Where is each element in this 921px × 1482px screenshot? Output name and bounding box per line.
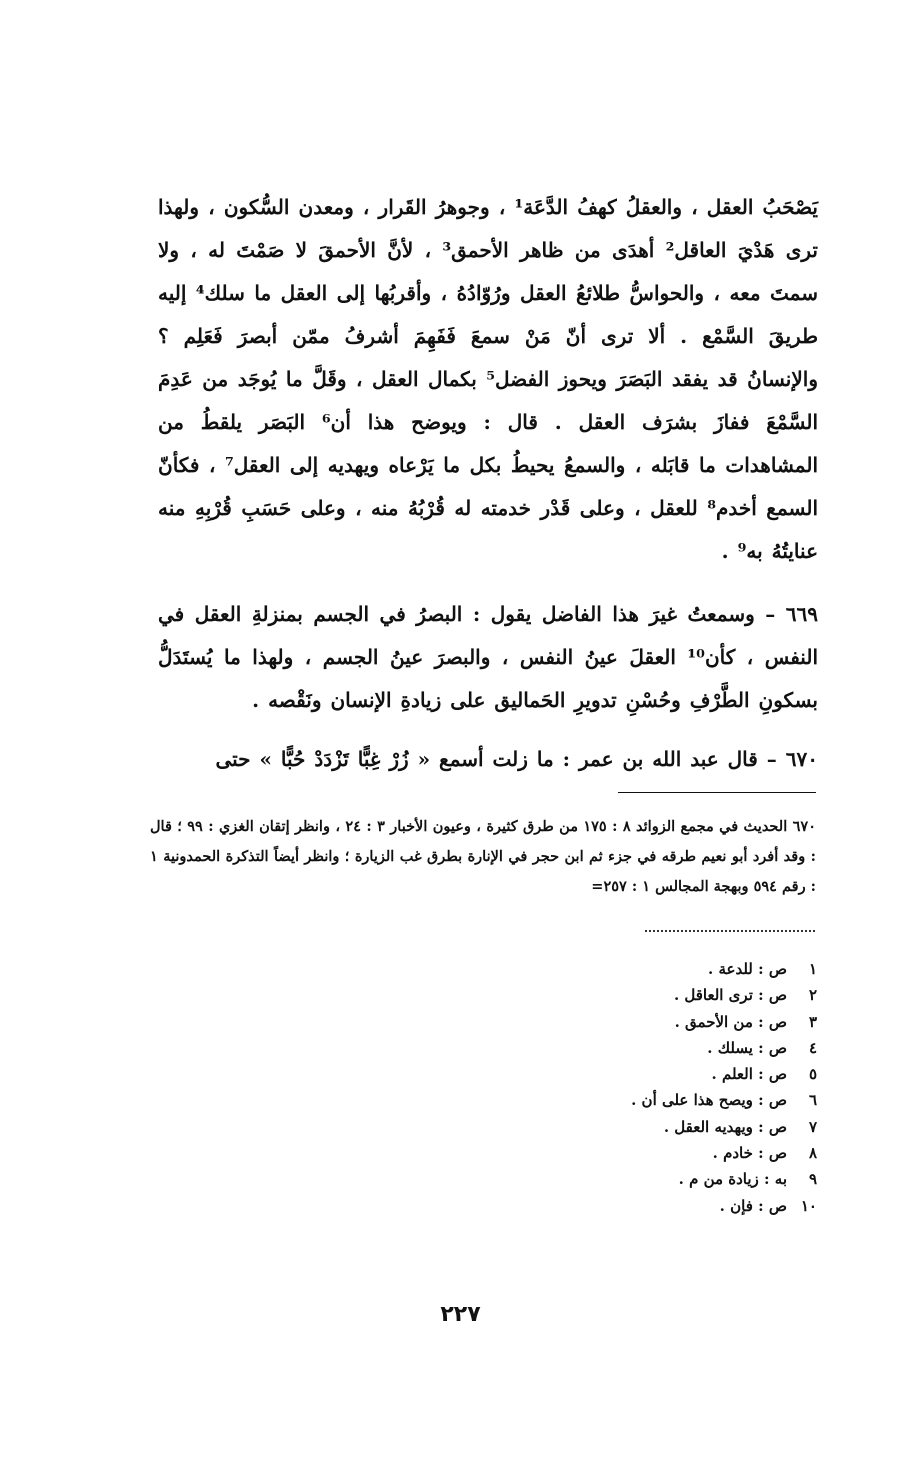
variant-text: ص : فإن . — [719, 1196, 787, 1215]
main-text — [158, 186, 818, 781]
variant-item — [457, 1009, 817, 1035]
variant-number: ٧ — [808, 1117, 817, 1136]
variant-number: ٤ — [808, 1038, 817, 1057]
variant-text: ص : يسلك . — [707, 1038, 787, 1057]
paragraph-670 — [158, 738, 818, 781]
variants-separator — [645, 930, 815, 932]
variant-item — [457, 1061, 817, 1087]
variant-item — [457, 1087, 817, 1113]
footnote-separator — [618, 792, 816, 793]
variant-item — [457, 1193, 817, 1219]
paragraph-text: – وسمعتُ غيرَ هذا الفاضل يقول : البصرُ في الجسم بمنزلةِ العقل في النفس ، كأن¹⁰ العقلَ عينُ النفس ، والبصرَ عينُ الجسم ، ولهذا ما يُستَدَلُّ بسكونِ الطَّرْفِ وحُسْنِ تدويرِ الحَماليق على زيادةِ الإنسان ونَقْصه . — [158, 602, 818, 712]
variant-item — [457, 956, 817, 982]
variant-item — [457, 1114, 817, 1140]
variant-item — [457, 1140, 817, 1166]
variant-number: ٢ — [808, 986, 817, 1005]
variant-number: ١٠ — [800, 1196, 817, 1215]
reference-footnote: ٦٧٠ الحديث في مجمع الزوائد ٨ : ١٧٥ من طرق كثيرة ، وعيون الأخبار ٣ : ٢٤ ، وانظر إتقان الغزي : ٩٩ ؛ قال : وقد أفرد أبو نعيم طرقه في جزء ثم ابن حجر في الإنارة بطرق غب الزيارة ؛ وانظر أيضاً التذكرة الحمدونية ١ : رقم ٥٩٤ وبهجة المجالس ١ : ٢٥٧= — [150, 818, 816, 895]
variant-number: ٨ — [808, 1144, 817, 1163]
variant-item — [457, 1166, 817, 1192]
paragraph-continuation — [158, 186, 818, 573]
paragraph-669 — [158, 593, 818, 722]
paragraph-text: يَصْحَبُ العقل ، والعقلُ كهفُ الدَّعَة¹ ، وجوهرُ القَرار ، ومعدن السُّكون ، ولهذا ترى هَدْيَ العاقل² أهدَى من ظاهر الأحمق³ ، لأنَّ الأحمقَ لا صَمْتَ له ، ولا سمتَ معه ، والحواسُّ طلائعُ العقل ورُوّادُهُ ، وأقربُها إلى العقل ما سلك⁴ إليه طريقَ السَّمْع . ألا ترى أنّ مَنْ سمعَ فَفَهِمَ أشرفُ ممّن أبصرَ فَعَلِم ؟ والإنسانُ قد يفقد البَصَرَ ويحوز الفضل⁵ بكمال العقل ، وقَلَّ ما يُوجَد من عَدِمَ السَّمْعَ ففازَ بشرَف العقل . قال : ويوضح هذا أن⁶ البَصَر يلقطُ من المشاهدات ما قابَله ، والسمعُ يحيطُ بكل ما يَرْعاه ويهديه إلى العقل⁷ ، فكأنّ السمع أخدم⁸ للعقل ، وعلى قَدْر خدمته له قُرْبُهُ منه ، وعلى حَسَبِ قُرْبِهِ منه عنايتُهُ به⁹ . — [158, 195, 819, 563]
variant-number: ٩ — [808, 1170, 817, 1189]
variant-text: به : زيادة من م . — [678, 1170, 787, 1189]
paragraph-text: – قال عبد الله بن عمر : ما زلت أسمع « زُرْ غِبًّا تَزْدَدْ حُبًّا » حتى — [215, 747, 777, 771]
variant-text: ص : للدعة . — [708, 960, 787, 978]
variant-item — [457, 982, 817, 1008]
variant-readings-list — [457, 956, 817, 1219]
variant-item — [457, 1035, 817, 1061]
variant-text: ص : ويصح هذا على أن . — [631, 1091, 787, 1110]
variant-number: ٦ — [808, 1091, 817, 1110]
variant-text: ص : ترى العاقل . — [673, 986, 787, 1005]
variant-text: ص : العلم . — [711, 1065, 787, 1084]
paragraph-number: ٦٧٠ — [785, 747, 818, 771]
variant-number: ٥ — [808, 1065, 817, 1084]
variant-number: ٣ — [808, 1012, 817, 1031]
page-number: ٢٢٧ — [440, 1302, 481, 1327]
variant-text: ص : خادم . — [712, 1144, 787, 1163]
variant-text: ص : ويهديه العقل . — [663, 1117, 787, 1136]
variant-text: ص : من الأحمق . — [674, 1012, 787, 1031]
paragraph-number: ٦٦٩ — [785, 602, 818, 626]
variant-number: ١ — [808, 960, 817, 978]
